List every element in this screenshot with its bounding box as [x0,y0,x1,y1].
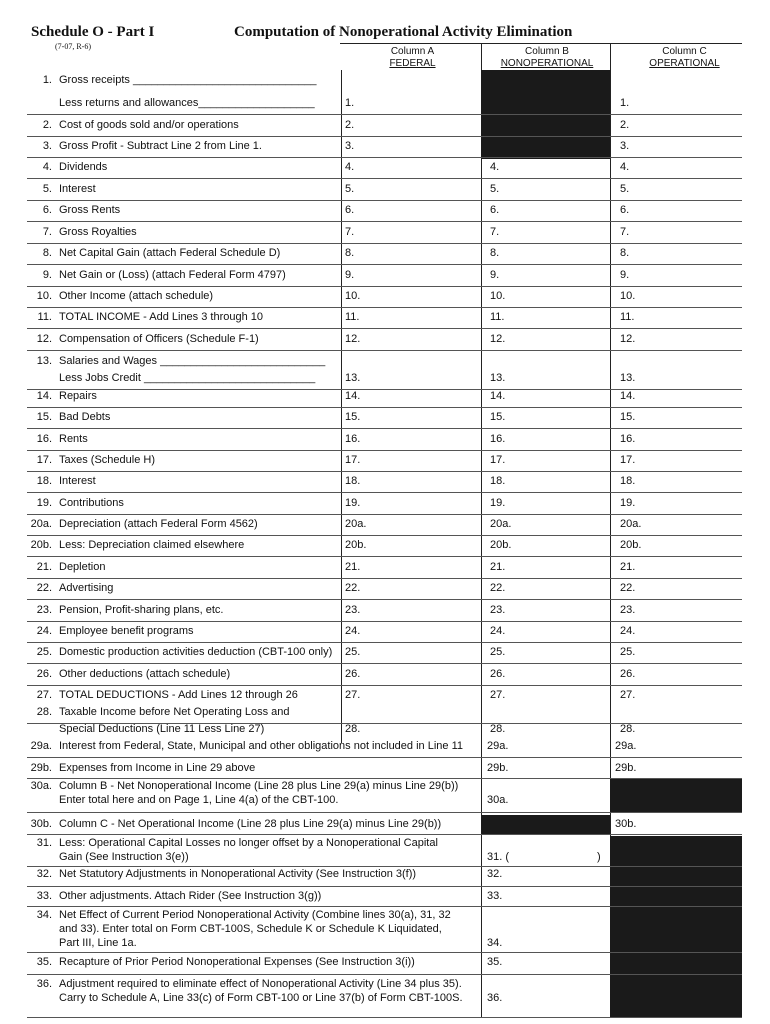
row-rule [27,952,742,953]
column-a-field: 6. [345,204,355,216]
row-rule [27,834,742,835]
line-number: 35. [36,956,52,968]
column-c-field: 29a. [615,740,637,752]
line-number: 24. [36,625,52,637]
column-b-field-close: ) [597,851,601,863]
column-c-field: 5. [620,183,630,195]
column-a-field: 28. [345,723,361,735]
column-a-field: 20b. [345,539,367,551]
row-rule [27,178,742,179]
line-number: 34. [36,909,52,921]
column-b-field: 26. [490,668,506,680]
column-a-field: 19. [345,497,361,509]
line-label: Gross Royalties [59,226,137,238]
line-label: Depreciation (attach Federal Form 4562) [59,518,258,530]
column-a-field: 25. [345,646,361,658]
row-rule [27,350,742,351]
column-a-field: 1. [345,97,355,109]
line-label-cont: Carry to Schedule A, Line 33(c) of Form CBT-100 or Line 37(b) of Form CBT-100S. [59,992,463,1004]
column-c-field: 14. [620,390,636,402]
column-c-header: Column C OPERATIONAL [649,46,720,69]
line-label: Advertising [59,582,114,594]
column-a-field: 24. [345,625,361,637]
line-number: 4. [42,161,52,173]
column-a-field: 14. [345,390,361,402]
column-b-field: 15. [490,411,506,423]
column-a-field: 4. [345,161,355,173]
line-label: Pension, Profit-sharing plans, etc. [59,604,224,616]
line-label: Gross Profit - Subtract Line 2 from Line 1. [59,140,262,152]
line-label: Salaries and Wages ___________________________ [59,355,326,367]
line-number: 31. [36,837,52,849]
line-number: 10. [36,290,52,302]
column-b-field: 24. [490,625,506,637]
row-rule [27,264,742,265]
line-label: Bad Debts [59,411,111,423]
column-b-field: 29a. [487,740,509,752]
row-rule [27,757,742,758]
line-label: Less Jobs Credit ____________________________ [59,372,316,384]
row-rule [27,428,742,429]
column-c-field: 9. [620,269,630,281]
line-number: 3. [42,140,52,152]
column-a-header: Column A FEDERAL [389,46,436,69]
line-label: Cost of goods sold and/or operations [59,119,239,131]
row-rule [27,578,742,579]
row-rule [27,307,742,308]
line-number: 12. [36,333,52,345]
line-label: Taxes (Schedule H) [59,454,155,466]
column-c-field: 28. [620,723,636,735]
column-c-field: 22. [620,582,636,594]
column-b-field: 25. [490,646,506,658]
row-rule [27,243,742,244]
line-number: 19. [36,497,52,509]
line-number: 25. [36,646,52,658]
column-c-field: 3. [620,140,630,152]
row-rule [27,407,742,408]
blocked-cell-b-30b [481,815,610,835]
line-number: 15. [36,411,52,423]
row-rule [27,663,742,664]
line-number: 5. [42,183,52,195]
line-label: Special Deductions (Line 11 Less Line 27) [59,723,265,735]
column-b-field: 27. [490,689,506,701]
line-number: 7. [42,226,52,238]
line-label: Net Statutory Adjustments in Nonoperational Activity (See Instruction 3(f)) [59,868,417,880]
column-b-field: 10. [490,290,506,302]
row-rule [27,157,742,158]
line-label: Gross receipts ______________________________ [59,74,317,86]
column-c-field: 4. [620,161,630,173]
column-b-field: 28. [490,723,506,735]
column-a-field: 12. [345,333,361,345]
column-a-field: 23. [345,604,361,616]
row-rule [27,621,742,622]
line-number: 8. [42,247,52,259]
column-b-field: 36. [487,992,503,1004]
column-c-field: 25. [620,646,636,658]
line-number: 23. [36,604,52,616]
line-label: Adjustment required to eliminate effect of Nonoperational Activity (Line 34 plus 35). [59,978,462,990]
column-c-field: 17. [620,454,636,466]
line-number: 20b. [30,539,52,551]
row-rule [27,136,742,137]
line-label: Less: Operational Capital Losses no longer offset by a Nonoperational Capital [59,837,438,849]
column-a-field: 15. [345,411,361,423]
row-rule [27,778,742,779]
blocked-cell-c-31to36 [610,836,742,1018]
column-c-field: 23. [620,604,636,616]
column-b-field: 33. [487,890,503,902]
column-a-field: 11. [345,311,360,323]
column-a-field: 18. [345,475,361,487]
column-b-field: 12. [490,333,506,345]
line-label: Taxable Income before Net Operating Loss and [59,706,290,718]
row-rule [27,200,742,201]
line-number: 9. [42,269,52,281]
column-b-field: 6. [490,204,500,216]
column-a-field: 8. [345,247,355,259]
line-label: Interest from Federal, State, Municipal and other obligations not included in Line 11 [59,740,463,752]
row-rule [27,492,742,493]
column-b-field: 8. [490,247,500,259]
row-rule [27,114,742,115]
line-number: 2. [42,119,52,131]
row-rule [27,535,742,536]
blocked-cell-c-30a [610,779,742,812]
column-b-field: 29b. [487,762,509,774]
row-rule [27,642,742,643]
line-number: 13. [36,355,52,367]
column-b-field: 23. [490,604,506,616]
line-label: Repairs [59,390,97,402]
column-b-field: 21. [490,561,506,573]
line-label: Net Capital Gain (attach Federal Schedule D) [59,247,281,259]
line-label: Depletion [59,561,106,573]
row-rule [27,974,742,975]
line-label-cont: Enter total here and on Page 1, Line 4(a) of the CBT-100. [59,794,339,806]
line-label-cont: and 33). Enter total on Form CBT-100S, Schedule K or Schedule K Liquidated, [59,923,442,935]
column-a-field: 26. [345,668,361,680]
column-c-field: 20b. [620,539,642,551]
column-b-field: 31. ( [487,851,510,863]
row-rule [27,886,742,887]
line-label: Expenses from Income in Line 29 above [59,762,256,774]
page-title: Computation of Nonoperational Activity Elimination [234,24,573,40]
row-rule [27,221,742,222]
line-number: 32. [36,868,52,880]
row-rule [27,556,742,557]
line-label: TOTAL DEDUCTIONS - Add Lines 12 through 26 [59,689,298,701]
column-a-field: 13. [345,372,361,384]
line-label: Other adjustments. Attach Rider (See Instruction 3(g)) [59,890,322,902]
column-b-left-rule [481,43,482,1018]
line-label: Recapture of Prior Period Nonoperational Expenses (See Instruction 3(i)) [59,956,415,968]
line-label: Other Income (attach schedule) [59,290,214,302]
column-c-field: 8. [620,247,630,259]
column-c-field: 26. [620,668,636,680]
line-number: 36. [36,978,52,990]
line-number: 29a. [30,740,52,752]
column-a-field: 5. [345,183,355,195]
column-a-field: 16. [345,433,361,445]
column-b-field: 9. [490,269,500,281]
line-label: Dividends [59,161,108,173]
line-label-cont: Part III, Line 1a. [59,937,137,949]
line-number: 16. [36,433,52,445]
column-c-field: 16. [620,433,636,445]
line-number: 11. [37,311,52,323]
line-number: 26. [36,668,52,680]
column-c-field: 12. [620,333,636,345]
column-a-field: 17. [345,454,361,466]
line-label: Net Gain or (Loss) (attach Federal Form 4797) [59,269,286,281]
column-c-field: 20a. [620,518,642,530]
line-label: Net Effect of Current Period Nonoperational Activity (Combine lines 30(a), 31, 32 [59,909,451,921]
row-rule [27,514,742,515]
column-b-header: Column B NONOPERATIONAL [500,46,594,69]
column-c-field: 2. [620,119,630,131]
line-number: 17. [36,454,52,466]
line-label: Contributions [59,497,124,509]
line-number: 14. [36,390,52,402]
column-a-field: 10. [345,290,361,302]
column-b-field: 11. [490,311,505,323]
column-c-field: 21. [620,561,636,573]
schedule-title: Schedule O - Part I [31,24,155,40]
column-c-field: 19. [620,497,636,509]
column-b-field: 16. [490,433,506,445]
line-label-cont: Gain (See Instruction 3(e)) [59,851,189,863]
line-number: 22. [36,582,52,594]
row-rule [27,866,742,867]
line-label: Domestic production activities deduction (CBT-100 only) [59,646,333,658]
column-a-field: 9. [345,269,355,281]
column-a-field: 2. [345,119,355,131]
column-b-field: 30a. [487,794,509,806]
column-a-field: 3. [345,140,355,152]
column-c-field: 11. [620,311,635,323]
line-label: Other deductions (attach schedule) [59,668,231,680]
column-c-field: 24. [620,625,636,637]
column-b-field: 4. [490,161,500,173]
line-number: 20a. [30,518,52,530]
column-b-field: 17. [490,454,506,466]
column-c-field: 15. [620,411,636,423]
line-number: 28. [36,706,52,718]
line-number: 33. [36,890,52,902]
line-label: Employee benefit programs [59,625,194,637]
line-number: 18. [36,475,52,487]
row-rule [27,685,742,686]
column-a-field: 20a. [345,518,367,530]
line-label: Rents [59,433,88,445]
line-number: 30a. [30,780,52,792]
column-c-field: 29b. [615,762,637,774]
row-rule [27,286,742,287]
column-b-field: 7. [490,226,500,238]
column-a-field: 27. [345,689,361,701]
column-b-field: 20a. [490,518,512,530]
line-number: 21. [36,561,52,573]
column-b-field: 34. [487,937,503,949]
column-c-field: 6. [620,204,630,216]
column-c-field: 10. [620,290,636,302]
row-rule [27,906,742,907]
column-a-field: 22. [345,582,361,594]
row-rule [27,328,742,329]
column-b-field: 5. [490,183,500,195]
row-rule [27,599,742,600]
line-number: 1. [42,74,52,86]
line-label: Less: Depreciation claimed elsewhere [59,539,245,551]
row-rule [27,471,742,472]
column-b-field: 35. [487,956,503,968]
line-number: 29b. [30,762,52,774]
column-c-field: 18. [620,475,636,487]
column-a-field: 7. [345,226,355,238]
column-c-field: 27. [620,689,636,701]
line-number: 30b. [30,818,52,830]
line-label: Column B - Net Nonoperational Income (Line 28 plus Line 29(a) minus Line 29(b)) [59,780,459,792]
line-label: TOTAL INCOME - Add Lines 3 through 10 [59,311,264,323]
column-b-field: 22. [490,582,506,594]
line-number: 27. [36,689,52,701]
line-number: 6. [42,204,52,216]
column-b-field: 32. [487,868,503,880]
column-b-field: 19. [490,497,506,509]
line-label: Compensation of Officers (Schedule F-1) [59,333,259,345]
line-label: Interest [59,183,96,195]
column-c-field: 1. [620,97,630,109]
row-rule [27,812,742,813]
line-label: Interest [59,475,96,487]
column-b-field: 20b. [490,539,512,551]
column-c-field: 30b. [615,818,637,830]
line-label: Gross Rents [59,204,121,216]
column-a-field: 21. [345,561,361,573]
column-b-field: 14. [490,390,506,402]
column-b-field: 13. [490,372,506,384]
column-c-field: 13. [620,372,636,384]
column-b-field: 18. [490,475,506,487]
line-label: Less returns and allowances___________________ [59,97,315,109]
line-label: Column C - Net Operational Income (Line 28 plus Line 29(a) minus Line 29(b)) [59,818,442,830]
row-rule [27,450,742,451]
revision-note: (7-07, R-6) [55,42,91,51]
header-rule [340,43,742,44]
column-c-field: 7. [620,226,630,238]
row-rule [27,1017,742,1018]
